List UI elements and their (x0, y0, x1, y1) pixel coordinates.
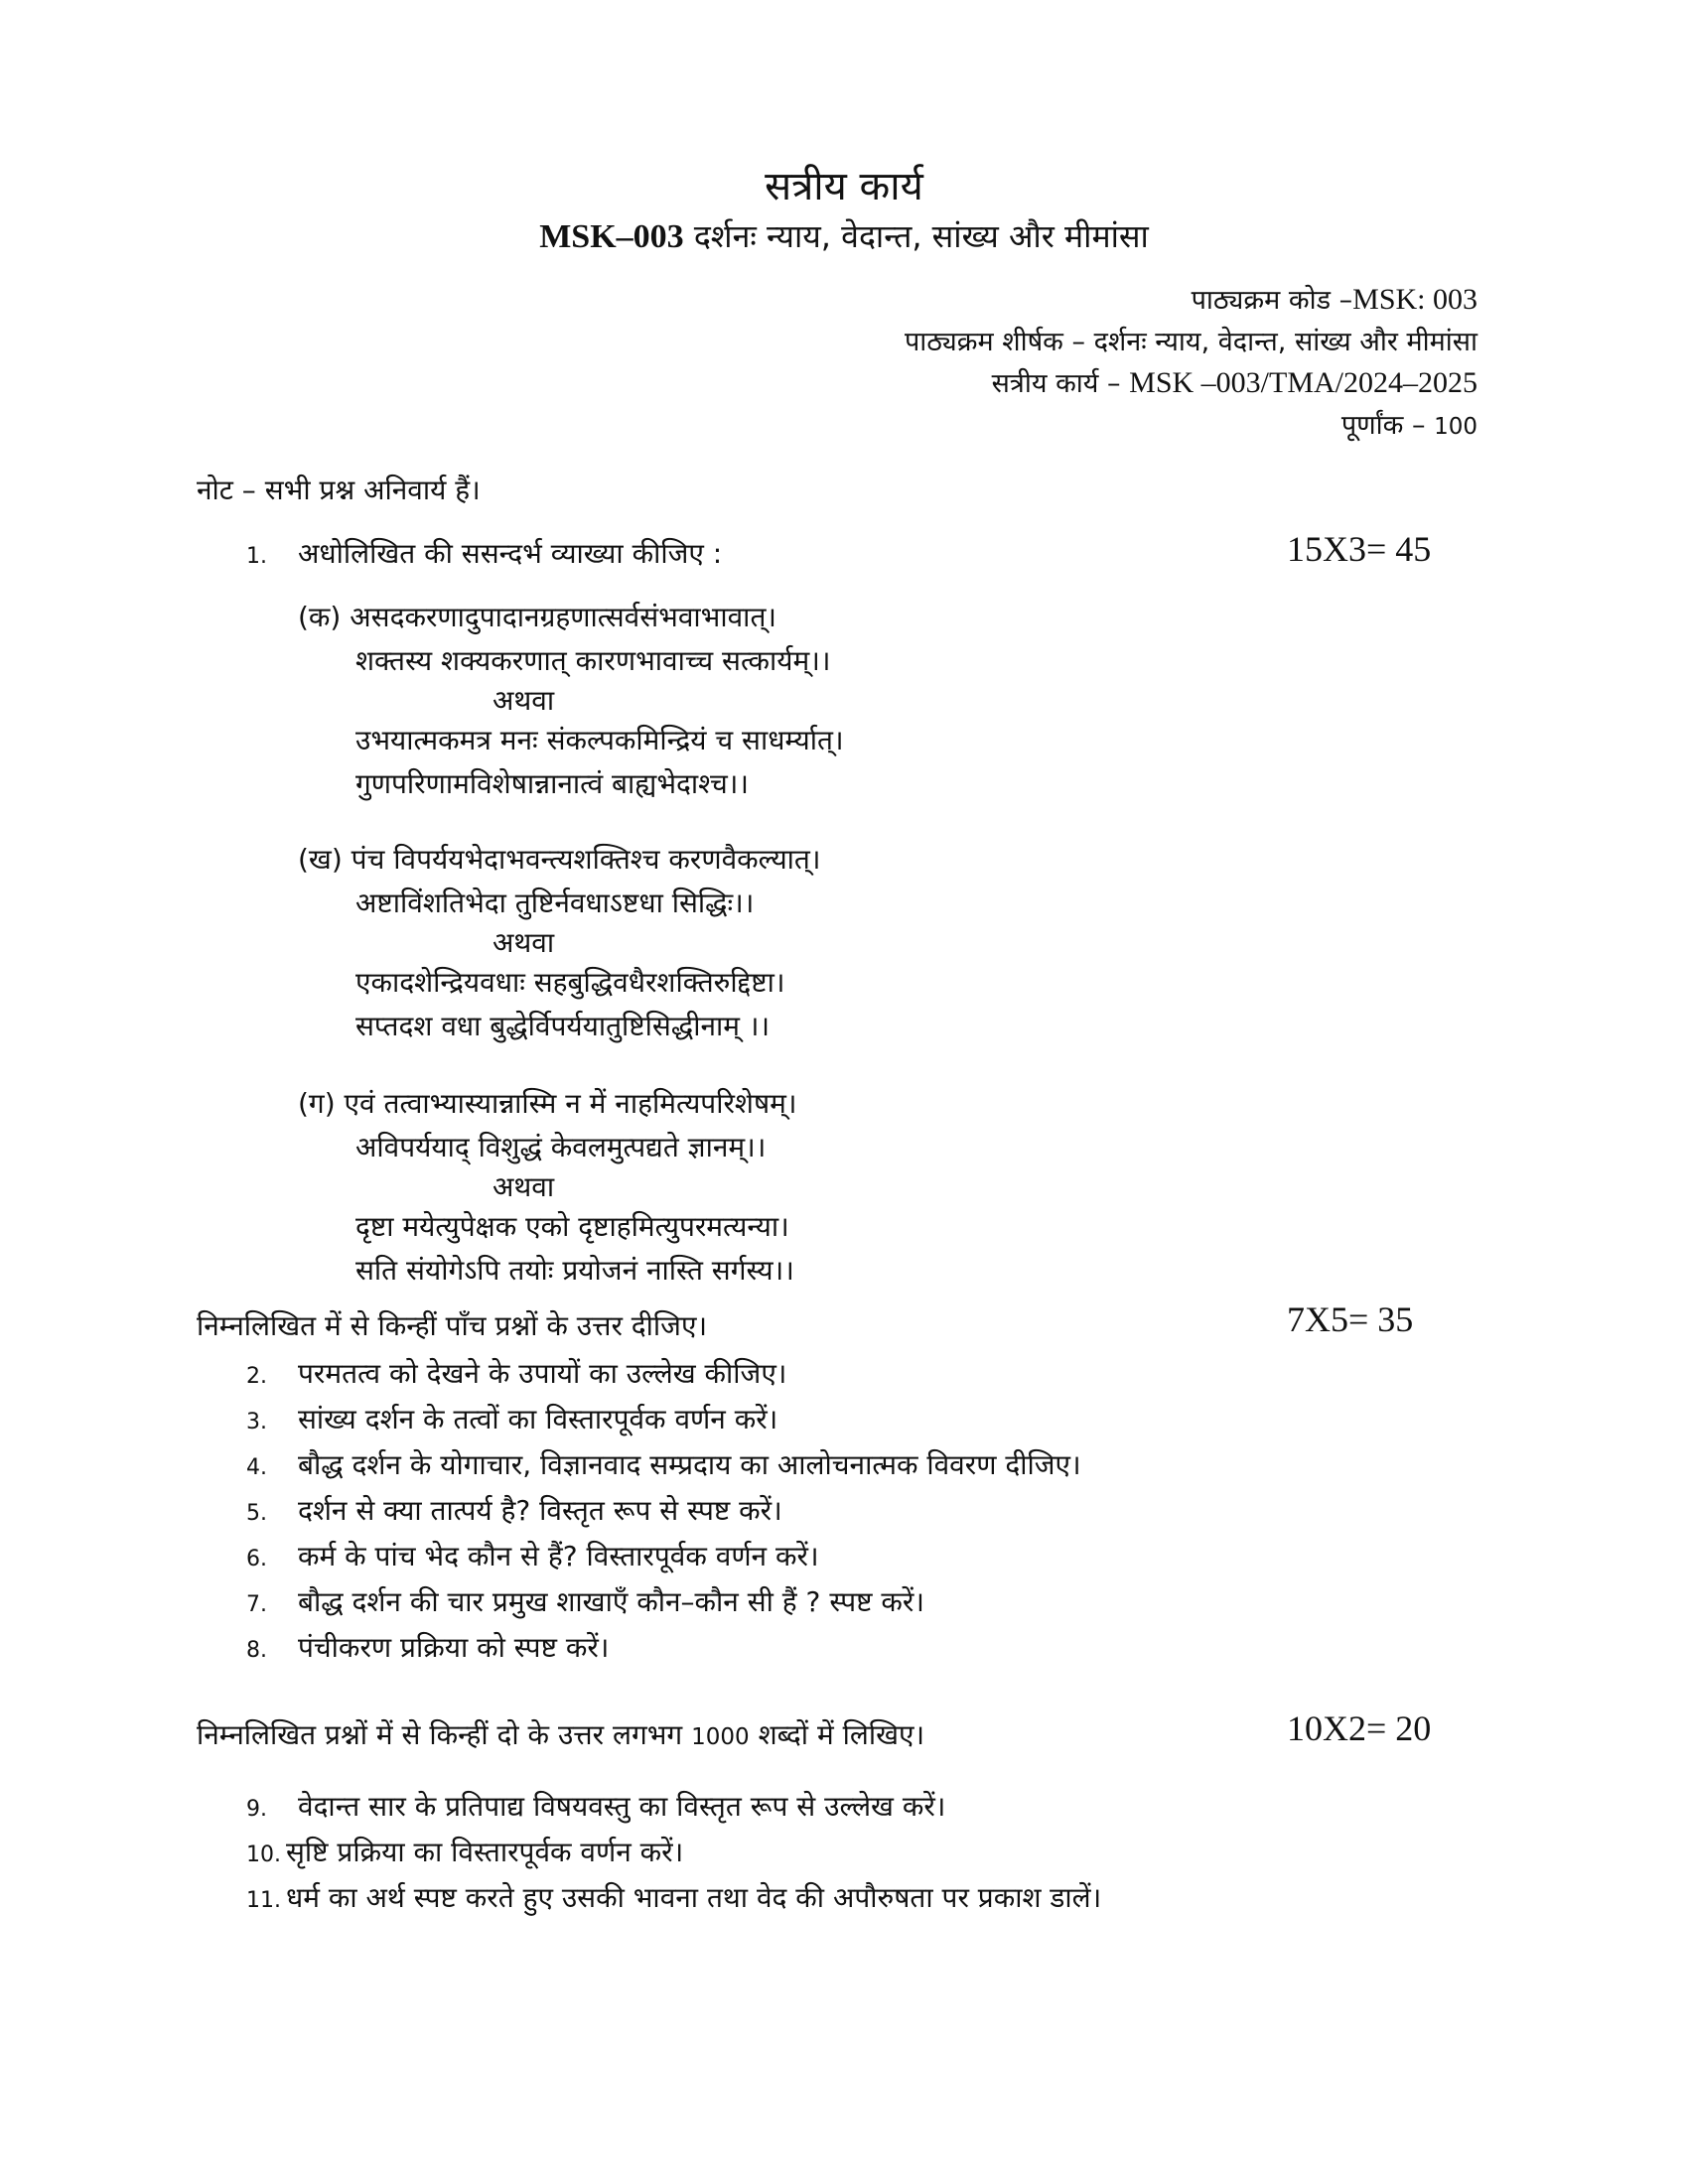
question-number: 3. (246, 1410, 267, 1434)
question-number: 8. (246, 1638, 267, 1663)
meta-max-marks (1341, 405, 1477, 442)
page-title: सत्रीय कार्य (765, 164, 923, 209)
course-subject-heading: दर्शनः न्याय, वेदान्त, सांख्य और मीमांसा (693, 217, 1149, 255)
question-7 (246, 1582, 924, 1620)
section1-marks: 15X3= 45 (1287, 529, 1432, 569)
assignment-code: MSK –003/TMA/2024–2025 (1129, 366, 1477, 399)
meta-course-title: पाठ्यक्रम शीर्षक – दर्शनः न्याय, वेदान्त, सांख्य और मीमांसा (904, 327, 1477, 357)
part-ga-line1 (298, 1084, 797, 1122)
question-number: 9. (246, 1797, 267, 1822)
course-code-label: पाठ्यक्रम कोड – (1191, 285, 1353, 316)
question-text: धर्म का अर्थ स्पष्ट करते हुए उसकी भावना तथा वेद की अपौरुषता पर प्रकाश डालें। (286, 1881, 1102, 1914)
question-text: दर्शन से क्या तात्पर्य है? विस्तृत रूप से स्पष्ट करें। (298, 1494, 782, 1527)
question-text: पंचीकरण प्रक्रिया को स्पष्ट करें। (298, 1631, 610, 1664)
part-label: (ख) (298, 843, 343, 876)
course-code-heading: MSK–003 (539, 218, 684, 255)
question-3 (246, 1400, 777, 1437)
section2-heading: निम्नलिखित में से किन्हीं पाँच प्रश्नों के उत्तर दीजिए। (197, 1309, 708, 1342)
page-subtitle (0, 214, 1688, 257)
question-text: कर्म के पांच भेद कौन से हैं? विस्तारपूर्वक वर्णन करें। (298, 1540, 819, 1572)
word-count: 1000 (691, 1724, 750, 1750)
max-marks-label: पूर्णांक – (1340, 410, 1426, 441)
part-label: (ग) (298, 1087, 336, 1120)
question-10 (246, 1833, 683, 1870)
question-number: 6. (246, 1547, 267, 1571)
part-ka-line2: शक्तस्य शक्यकरणात् कारणभावाच्च सत्कार्यम्।। (355, 644, 831, 677)
section3-heading (197, 1715, 924, 1753)
meta-assignment (992, 363, 1477, 400)
question-number: 2. (246, 1364, 267, 1389)
part-kha-line4: सप्तदश वधा बुद्धेर्विपर्ययातुष्टिसिद्धीनाम् ।। (355, 1010, 771, 1042)
heading-text: निम्नलिखित प्रश्नों में से किन्हीं दो के उत्तर लगभग (197, 1718, 683, 1751)
part-kha-or: अथवा (492, 926, 555, 959)
part-kha-line1 (298, 840, 821, 878)
question-6 (246, 1537, 819, 1574)
part-ga-line3: दृष्टा मयेत्युपेक्षक एको दृष्टाहमित्युपरमत्यन्या। (355, 1210, 789, 1243)
part-ga-line4: सति संयोगेऽपि तयोः प्रयोजनं नास्ति सर्गस्य।। (355, 1254, 794, 1287)
max-marks-value: 100 (1434, 414, 1477, 440)
part-kha-line3: एकादशेन्द्रियवधाः सहबुद्धिवधैरशक्तिरुद्दिष्टा। (355, 966, 785, 999)
part-ka-line3: उभयात्मकमत्र मनः संकल्पकमिन्द्रियं च साधर्म्यात्। (355, 724, 844, 756)
question-number: 1. (246, 544, 267, 569)
part-label: (क) (298, 601, 342, 633)
heading-text: शब्दों में लिखिए। (758, 1718, 925, 1751)
question-text: सांख्य दर्शन के तत्वों का विस्तारपूर्वक वर्णन करें। (298, 1403, 778, 1435)
course-code-value: MSK: 003 (1352, 283, 1477, 316)
question-1 (246, 534, 722, 572)
verse-line: पंच विपर्ययभेदाभवन्त्यशक्तिश्च करणवैकल्यात्। (351, 843, 821, 876)
question-text: बौद्ध दर्शन की चार प्रमुख शाखाएँ कौन–कौन सी हैं ? स्पष्ट करें। (298, 1585, 924, 1618)
assignment-label: सत्रीय कार्य – (991, 368, 1121, 399)
question-number: 7. (246, 1592, 267, 1617)
question-text: अधोलिखित की ससन्दर्भ व्याख्या कीजिए : (298, 537, 723, 570)
part-ka-line1 (298, 598, 776, 635)
instruction-note: नोट – सभी प्रश्न अनिवार्य हैं। (197, 474, 481, 506)
question-4 (246, 1445, 1081, 1483)
part-ka-line4: गुणपरिणामविशेषान्नानात्वं बाह्यभेदाश्च।। (355, 767, 750, 800)
part-ga-or: अथवा (492, 1170, 555, 1203)
question-number: 4. (246, 1455, 267, 1480)
section2-marks: 7X5= 35 (1287, 1299, 1414, 1339)
question-2 (246, 1354, 786, 1392)
question-number: 10. (246, 1843, 281, 1867)
question-text: बौद्ध दर्शन के योगाचार, विज्ञानवाद सम्प्रदाय का आलोचनात्मक विवरण दीजिए। (298, 1448, 1081, 1481)
section3-marks: 10X2= 20 (1287, 1708, 1432, 1748)
part-kha-line2: अष्टाविंशतिभेदा तुष्टिर्नवधाऽष्टधा सिद्धिः।। (355, 887, 755, 919)
question-text: परमतत्व को देखने के उपायों का उल्लेख कीजिए। (298, 1357, 787, 1390)
question-11 (246, 1878, 1101, 1916)
question-text: वेदान्त सार के प्रतिपाद्य विषयवस्तु का विस्तृत रूप से उल्लेख करें। (298, 1790, 946, 1823)
verse-line: एवं तत्वाभ्यास्यान्नास्मि न में नाहमित्यपरिशेषम्। (344, 1087, 797, 1120)
part-ga-line2: अविपर्ययाद् विशुद्धं केवलमुत्पद्यते ज्ञानम्।। (355, 1131, 767, 1163)
meta-course-code (1192, 280, 1477, 317)
question-number: 11. (246, 1888, 281, 1913)
question-number: 5. (246, 1501, 267, 1526)
verse-line: असदकरणादुपादानग्रहणात्सर्वसंभवाभावात्। (350, 601, 777, 633)
part-ka-or: अथवा (492, 684, 555, 717)
question-8 (246, 1628, 609, 1666)
question-9 (246, 1787, 945, 1825)
question-5 (246, 1491, 782, 1529)
question-text: सृष्टि प्रक्रिया का विस्तारपूर्वक वर्णन करें। (286, 1836, 684, 1868)
